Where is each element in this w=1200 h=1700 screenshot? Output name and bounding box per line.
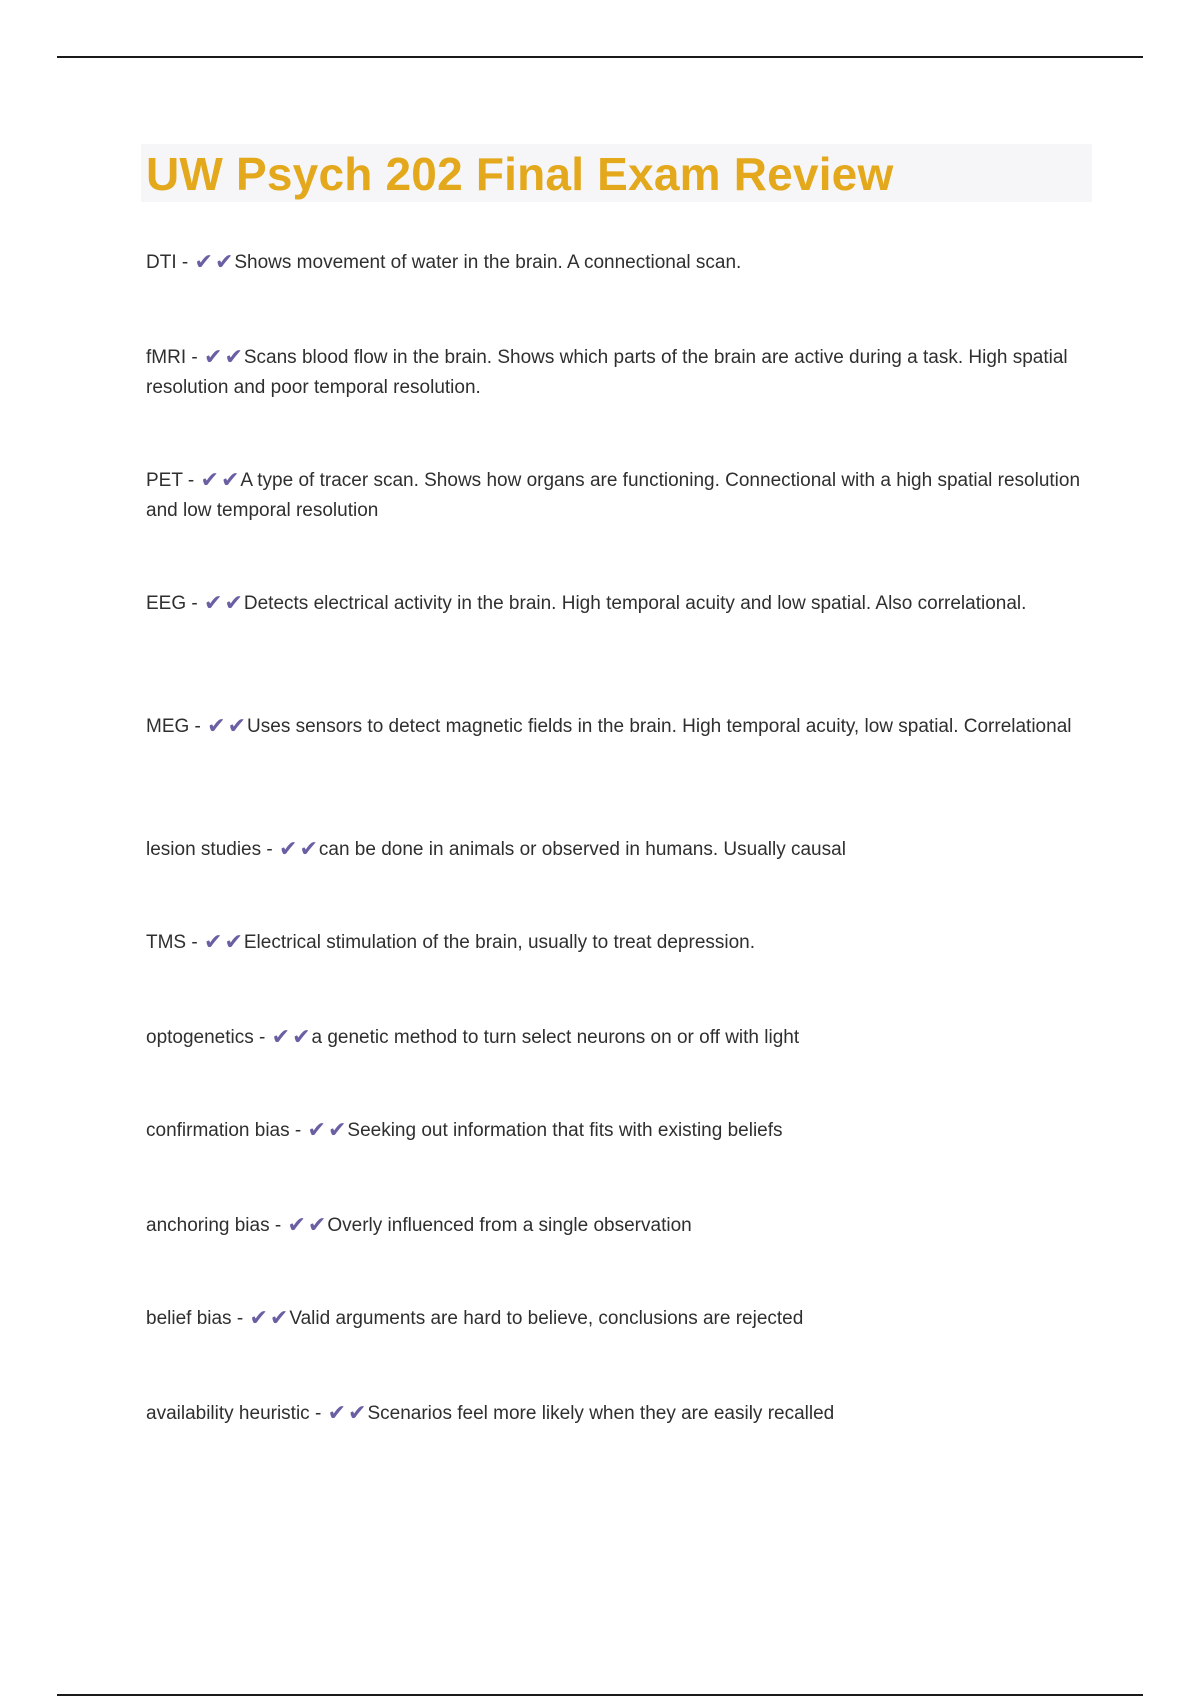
entry-term: MEG (146, 716, 190, 737)
list-item (146, 1116, 1096, 1146)
entry-term: availability heuristic (146, 1403, 310, 1424)
entry-term: optogenetics (146, 1027, 254, 1048)
entry-separator: - (186, 593, 204, 614)
check-icon: ✔ (292, 1024, 311, 1049)
list-item (146, 928, 1096, 958)
entry-definition: a genetic method to turn select neurons on or off with light (311, 1027, 800, 1048)
entry-separator: - (231, 1308, 249, 1329)
check-icon: ✔ (204, 929, 223, 954)
entry-term: lesion studies (146, 839, 262, 860)
list-item (146, 248, 1096, 278)
check-icon: ✔ (287, 1212, 306, 1237)
check-icon: ✔ (307, 1212, 327, 1237)
list-item (146, 1023, 1096, 1053)
check-icon: ✔ (227, 713, 247, 738)
check-icon: ✔ (207, 713, 226, 738)
entry-definition: Detects electrical activity in the brain. High temporal acuity and low spatial. Also correlational. (243, 593, 1027, 614)
entry-term: TMS (146, 932, 187, 953)
check-icon: ✔ (194, 249, 213, 274)
entry-definition: Scans blood flow in the brain. Shows which parts of the brain are active during a task. High spatial resolution and poor temporal resolution. (146, 347, 1068, 398)
entry-separator: - (186, 932, 203, 953)
page-title: UW Psych 202 Final Exam Review (146, 148, 894, 200)
entry-term: EEG (146, 593, 187, 614)
check-icon: ✔ (327, 1400, 347, 1425)
check-icon: ✔ (327, 1117, 347, 1142)
check-icon: ✔ (224, 590, 243, 615)
entry-term: anchoring bias (146, 1215, 270, 1236)
list-item (146, 466, 1096, 526)
entry-separator: - (182, 470, 200, 491)
list-item (146, 343, 1096, 403)
check-icon: ✔ (220, 467, 240, 492)
check-icon: ✔ (224, 929, 243, 954)
list-item (146, 1211, 1096, 1241)
list-item (146, 712, 1096, 742)
check-icon: ✔ (249, 1305, 268, 1330)
entry-definition: Electrical stimulation of the brain, usually to treat depression. (243, 932, 756, 953)
entry-definition: Uses sensors to detect magnetic fields in the brain. High temporal acuity, low spatial. Correlational (247, 716, 1072, 737)
entry-term: PET (146, 470, 183, 491)
list-item (146, 835, 1096, 865)
entry-definition: Seeking out information that fits with existing beliefs (347, 1120, 783, 1141)
entry-term: DTI (146, 252, 177, 273)
check-icon: ✔ (299, 836, 318, 861)
entry-definition: Overly influenced from a single observation (327, 1215, 692, 1236)
check-icon: ✔ (307, 1117, 326, 1142)
check-icon: ✔ (224, 344, 243, 369)
entry-definition: Scenarios feel more likely when they are easily recalled (367, 1403, 835, 1424)
check-icon: ✔ (214, 249, 234, 274)
check-icon: ✔ (200, 467, 219, 492)
entry-definition: can be done in animals or observed in humans. Usually causal (318, 839, 846, 860)
entry-separator: - (261, 839, 279, 860)
list-item (146, 1399, 1096, 1429)
list-item (146, 589, 1096, 619)
entry-term: fMRI (146, 347, 187, 368)
entry-separator: - (186, 347, 203, 368)
check-icon: ✔ (348, 1400, 367, 1425)
entry-separator: - (189, 716, 207, 737)
entry-separator: - (289, 1120, 307, 1141)
entry-separator: - (309, 1403, 327, 1424)
entry-separator: - (253, 1027, 271, 1048)
entry-term: belief bias (146, 1308, 232, 1329)
entry-term: confirmation bias (146, 1120, 290, 1141)
check-icon: ✔ (204, 590, 223, 615)
entry-separator: - (176, 252, 194, 273)
entry-separator: - (269, 1215, 287, 1236)
check-icon: ✔ (279, 836, 298, 861)
check-icon: ✔ (271, 1024, 291, 1049)
check-icon: ✔ (269, 1305, 289, 1330)
entry-definition: Valid arguments are hard to believe, conclusions are rejected (289, 1308, 804, 1329)
top-rule (57, 56, 1143, 58)
bottom-rule (57, 1694, 1143, 1696)
check-icon: ✔ (204, 344, 223, 369)
entry-definition: A type of tracer scan. Shows how organs are functioning. Connectional with a high spatial resolution and low temporal resolution (146, 470, 1081, 521)
entry-definition: Shows movement of water in the brain. A connectional scan. (234, 252, 742, 273)
list-item (146, 1304, 1096, 1334)
